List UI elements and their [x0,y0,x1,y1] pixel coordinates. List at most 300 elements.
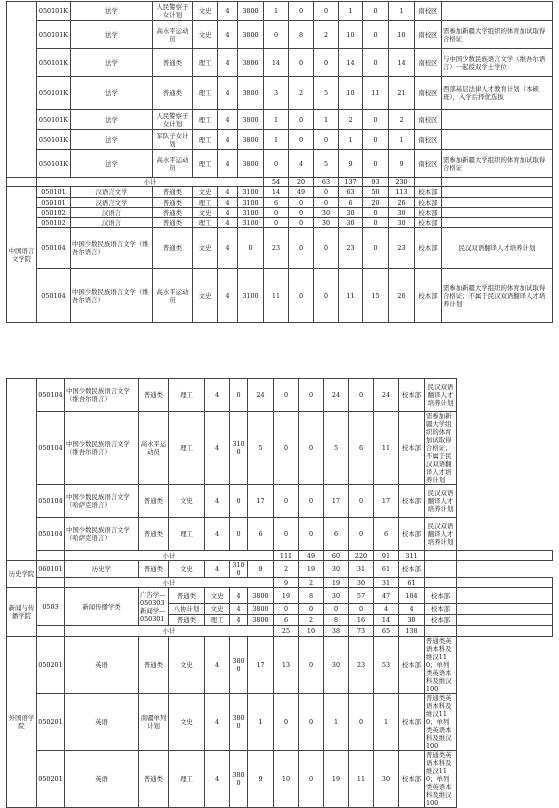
table-cell: 0 [289,228,314,269]
table-cell: 3800 [248,588,274,604]
table-cell [442,187,553,198]
table-cell: 54 [264,178,289,187]
table-cell: 3800 [238,77,264,110]
table-cell: 0 [289,269,314,323]
table-cell: 高水平运动员 [153,21,193,49]
table-cell: 113 [389,187,415,198]
table-cell: 文史 [205,604,230,615]
table-cell: 理工 [169,751,205,808]
table-cell: 0 [363,208,389,218]
table-cell: 高水平运动员 [153,150,193,178]
table-cell: 需参加新疆大学组织的体育加试取得合格证；不属于民汉双语翻译人才培养计划 [425,412,457,485]
table-cell: 普通类 [139,561,169,578]
table-cell: 0 [274,604,299,615]
table-cell: 与中国少数民族语言文学（维吾尔语言）一起授双学士学位 [442,49,553,77]
table-cell [457,626,553,637]
table-cell [457,588,553,604]
table-cell [457,578,553,588]
table-cell: 4 [205,637,230,694]
table-cell: 230 [389,178,415,187]
table-cell: 2 [299,615,324,626]
table-cell [442,218,553,228]
table-cell: 104 [399,588,425,604]
table-cell: 24 [248,379,274,412]
table-cell: 1 [389,2,415,21]
table-cell: 0 [363,2,389,21]
table-cell: 11 [363,77,389,110]
table-cell: 0 [264,218,289,228]
table-cell: 050101K [37,150,71,178]
table-cell [442,178,553,187]
table-cell: 1 [339,2,363,21]
table-cell: 30 [374,751,399,808]
table-cell: 理工 [193,110,218,130]
table-cell: 校本部 [415,218,442,228]
table-cell: 0 [299,637,324,694]
table-cell: 6 [339,198,363,208]
table-cell: 19 [274,588,299,604]
table-cell: 4 [218,269,238,323]
table-row [7,588,553,604]
table-cell: 220 [349,551,374,561]
table-cell: 文史 [169,637,205,694]
table-cell: 30 [314,208,339,218]
table-cell: 4 [218,77,238,110]
table-cell: 73 [349,626,374,637]
admission-plan-table-bottom [6,378,553,808]
table-row [7,694,553,751]
table-cell: 24 [324,379,349,412]
table-cell: 6 [324,518,349,551]
table-cell [442,2,553,21]
table-cell: 高水平运动员 [153,269,193,323]
table-cell: 普通类 [153,187,193,198]
table-cell: 0 [289,49,314,77]
table-cell: 汉语言 [71,208,153,218]
table-cell: 30 [349,578,374,588]
table-cell: 理工 [169,379,205,412]
table-cell: 0 [230,518,248,551]
table-cell: 南校区 [415,150,442,178]
table-cell: 4 [205,518,230,551]
table-cell: 1 [264,2,289,21]
table-cell: 民汉双语翻译人才培养计划 [425,379,457,412]
table-cell: 文史 [193,21,218,49]
table-cell: 26 [389,269,415,323]
table-cell: 8 [299,588,324,604]
table-cell: 4 [218,21,238,49]
table-cell: 30 [399,615,425,626]
table-cell: 文史 [193,228,218,269]
table-cell: 050104 [37,269,71,323]
table-cell: 3100 [230,561,248,578]
table-cell: 文史 [193,2,218,21]
table-cell: 需参加新疆大学组织的体育加试取得合格证 [442,150,553,178]
table-cell: 5 [314,77,339,110]
table-cell: 理工 [193,77,218,110]
table-cell: 0 [289,208,314,218]
table-cell: 6 [264,198,289,208]
table-cell: 中国少数民族语言文学（哈萨克语言） [65,485,139,518]
table-cell: 文史 [205,588,230,604]
table-cell: 0 [299,751,324,808]
table-cell: 南校区 [415,77,442,110]
table-cell: 普通类 [169,588,205,604]
table-cell: 南校区 [415,21,442,49]
table-cell: 25 [274,626,299,637]
table-row [7,130,553,150]
table-cell: 050104 [37,228,71,269]
table-cell: 0 [363,218,389,228]
table-row [7,561,553,578]
table-cell: 14 [389,49,415,77]
table-cell: 0 [299,485,324,518]
table-cell: 4 [218,49,238,77]
table-row [7,218,553,228]
table-cell: 校本部 [425,588,457,604]
table-cell: 历史学 [65,561,139,578]
table-cell: 八协计划 [169,604,205,615]
table-cell [425,626,457,637]
table-cell: 14 [339,49,363,77]
table-cell: 校本部 [425,604,457,615]
table-cell: 4 [289,150,314,178]
table-cell: 17 [374,485,399,518]
table-cell: 9 [248,751,274,808]
table-row [7,21,553,49]
table-cell: 050101K [37,110,71,130]
table-cell: 50 [363,187,389,198]
table-cell: 2 [314,21,339,49]
table-cell: 050101K [37,21,71,49]
table-cell: 4 [205,751,230,808]
table-cell: 中国语言文学院 [7,187,37,323]
table-cell: 0 [349,694,374,751]
table-cell: 民汉双语翻译人才培养计划 [425,518,457,551]
table-cell: 30 [324,588,349,604]
table-cell: 050101 [37,198,71,208]
table-cell: 0503 [37,588,65,626]
table-cell: 新闻传播学类 [65,588,139,626]
table-cell: 普通类 [153,198,193,208]
table-cell: 15 [363,269,389,323]
table-cell: 广告学—050303新闻学—050301 [139,588,169,626]
table-cell: 0 [289,2,314,21]
table-cell: 0 [264,21,289,49]
table-row [7,228,553,269]
table-cell: 61 [399,578,425,588]
table-cell: 校本部 [415,269,442,323]
table-row [7,77,553,110]
table-cell [457,604,553,615]
table-cell: 30 [339,208,363,218]
table-cell: 普通类 [139,485,169,518]
table-cell: 111 [274,551,299,561]
table-cell: 14 [374,615,399,626]
table-cell: 10 [339,21,363,49]
table-cell [457,615,553,626]
table-cell: 校本部 [399,485,425,518]
table-row [7,751,553,808]
table-cell: 0 [363,49,389,77]
table-cell: 2 [389,110,415,130]
table-cell: 小计 [65,551,274,561]
table-cell: 31 [374,578,399,588]
table-cell: 文史 [169,694,205,751]
table-cell: 小计 [65,578,274,588]
table-cell [37,626,65,637]
table-cell: 中国少数民族语言文学（维吾尔语言） [65,412,139,485]
table-cell [442,208,553,218]
table-row [7,208,553,218]
table-cell: 91 [374,551,399,561]
table-row [7,49,553,77]
table-cell: 南校区 [415,130,442,150]
table-cell: 理工 [193,130,218,150]
table-cell: 10 [274,751,299,808]
table-row [7,110,553,130]
table-cell: 11 [339,269,363,323]
table-cell: 校本部 [399,379,425,412]
table-cell: 9 [248,561,274,578]
table-cell [425,578,457,588]
table-cell: 0 [289,110,314,130]
table-cell: 16 [349,615,374,626]
table-cell: 11 [374,412,399,485]
table-cell [442,110,553,130]
table-cell: 英语 [65,637,139,694]
table-cell: 普通类 [153,49,193,77]
table-cell: 0 [238,228,264,269]
table-cell: 1 [264,110,289,130]
table-cell: 4 [399,604,425,615]
table-cell: 文史 [193,269,218,323]
table-cell: 5 [314,150,339,178]
table-cell: 民汉双语翻译人才培养计划 [442,228,553,269]
table-row [7,637,553,694]
table-cell: 30 [314,218,339,228]
table-cell: 0 [274,518,299,551]
table-cell: 0 [363,130,389,150]
table-cell: 普通类 [139,751,169,808]
table-cell: 1 [389,130,415,150]
table-cell: 9 [274,578,299,588]
table-cell: 0 [349,518,374,551]
table-cell: 24 [374,379,399,412]
table-cell [442,130,553,150]
table-cell: 30 [389,218,415,228]
table-cell: 汉语言文学 [71,187,153,198]
table-cell: 4 [218,2,238,21]
table-cell: 中国少数民族语言文学（维吾尔语言） [65,379,139,412]
table-cell: 普通类英语本科及维汉110；单列类英语本科及维汉100 [425,694,457,751]
table-cell: 060101 [37,561,65,578]
table-cell: 5 [324,412,349,485]
table-cell: 理工 [169,412,205,485]
table-cell: 英语 [65,751,139,808]
table-cell: 8 [324,615,349,626]
table-cell: 17 [324,485,349,518]
table-cell: 4 [230,615,248,626]
table-cell: 中国少数民族语言文学（哈萨克语言） [65,518,139,551]
table-cell: 3100 [238,187,264,198]
table-cell: 理工 [193,198,218,208]
table-cell: 0 [363,228,389,269]
table-cell: 3800 [238,110,264,130]
table-cell: 0 [349,604,374,615]
table-cell: 3 [264,77,289,110]
table-cell: 3800 [238,49,264,77]
table-cell: 6 [349,412,374,485]
table-cell [7,178,37,187]
table-cell: 23 [264,228,289,269]
table-cell: 050201 [37,637,65,694]
table-cell: 050101 [37,187,71,198]
table-cell: 西部基层法律人才教育计划（本硕班），入学后择优选拔 [442,77,553,110]
table-cell: 93 [363,178,389,187]
table-cell: 3100 [238,208,264,218]
table-cell: 4 [374,604,399,615]
table-cell: 4 [218,208,238,218]
table-cell: 4 [218,218,238,228]
table-cell: 4 [205,412,230,485]
table-cell: 1 [314,110,339,130]
table-cell: 13 [274,637,299,694]
table-cell: 14 [264,49,289,77]
table-cell: 3800 [248,615,274,626]
table-cell: 0 [314,228,339,269]
table-cell: 需参加新疆大学组织的体育加试取得合格证；不属于民汉双语翻译人才培养计划 [442,269,553,323]
table-cell: 普通类 [153,228,193,269]
table-cell: 普通类英语本科及维汉110；单列类英语本科及维汉100 [425,637,457,694]
table-cell: 65 [374,626,399,637]
table-cell: 军队子女计划 [153,130,193,150]
table-cell: 9 [389,150,415,178]
table-cell: 26 [389,198,415,208]
table-cell: 23 [339,228,363,269]
table-cell: 21 [389,77,415,110]
table-cell: 050102 [37,208,71,218]
table-cell: 19 [324,751,349,808]
table-cell: 30 [339,218,363,228]
table-cell: 137 [339,178,363,187]
table-cell: 校本部 [415,198,442,208]
table-cell: 历史学院 [7,561,37,588]
table-row [7,626,553,637]
table-cell: 3800 [248,604,274,615]
table-cell: 普通类 [139,637,169,694]
table-cell: 校本部 [399,694,425,751]
table-cell: 38 [324,626,349,637]
table-cell: 30 [324,637,349,694]
table-row [7,379,553,412]
table-cell: 1 [264,130,289,150]
table-cell: 19 [299,561,324,578]
table-cell: 校本部 [399,751,425,808]
table-cell: 理工 [169,518,205,551]
table-cell: 3800 [238,130,264,150]
table-cell: 3800 [238,21,264,49]
table-cell: 3800 [238,150,264,178]
table-cell: 3800 [238,2,264,21]
table-cell: 2 [274,561,299,578]
table-cell: 校本部 [415,228,442,269]
table-cell: 人民警察子女计划 [153,2,193,21]
table-cell: 050201 [37,694,65,751]
table-cell: 0 [264,208,289,218]
table-cell: 0 [274,412,299,485]
table-cell [442,198,553,208]
table-cell: 2 [289,77,314,110]
table-cell: 校本部 [399,412,425,485]
table-cell: 法学 [71,2,153,21]
table-cell: 23 [349,637,374,694]
table-cell: 138 [399,626,425,637]
table-cell: 31 [349,561,374,578]
table-cell: 普通类 [169,615,205,626]
table-cell: 小计 [65,626,274,637]
page-gap [0,372,559,376]
table-cell: 汉语言 [71,218,153,228]
table-cell: 0 [274,694,299,751]
table-cell: 050101K [37,49,71,77]
table-cell: 1 [374,694,399,751]
table-cell: 法学 [71,110,153,130]
table-cell: 高水平运动员 [139,412,169,485]
table-cell: 10 [299,626,324,637]
table-cell: 1 [324,694,349,751]
table-cell: 0 [264,150,289,178]
table-cell: 311 [399,551,425,561]
table-cell: 文史 [169,561,205,578]
table-cell [457,551,553,561]
table-cell: 1 [248,694,274,751]
table-cell: 3800 [230,751,248,808]
table-cell: 需参加新疆大学组织的体育加试取得合格证 [442,21,553,49]
table-cell: 63 [339,187,363,198]
table-cell: 9 [339,150,363,178]
table-cell: 校本部 [399,637,425,694]
table-cell: 法学 [71,150,153,178]
table-row [7,187,553,198]
table-cell: 校本部 [425,615,457,626]
table-cell: 49 [299,551,324,561]
table-cell: 3800 [230,637,248,694]
table-cell: 0 [314,269,339,323]
table-row [7,485,553,518]
table-row [7,198,553,208]
table-cell: 57 [349,588,374,604]
table-cell: 0 [274,485,299,518]
table-cell: 校本部 [415,208,442,218]
table-cell: 南疆单列计划 [139,694,169,751]
table-cell: 英语 [65,694,139,751]
table-cell: 校本部 [399,518,425,551]
table-cell: 20 [289,178,314,187]
table-row [7,150,553,178]
table-cell: 普通类 [139,379,169,412]
table-cell: 南校区 [415,110,442,130]
table-cell: 3100 [238,218,264,228]
table-cell: 0 [299,412,324,485]
table-cell: 0 [324,604,349,615]
table-cell: 0 [289,198,314,208]
table-cell: 050101K [37,130,71,150]
table-cell: 法学 [71,130,153,150]
table-cell: 0 [314,198,339,208]
table-cell: 050104 [37,485,65,518]
table-cell: 6 [274,615,299,626]
